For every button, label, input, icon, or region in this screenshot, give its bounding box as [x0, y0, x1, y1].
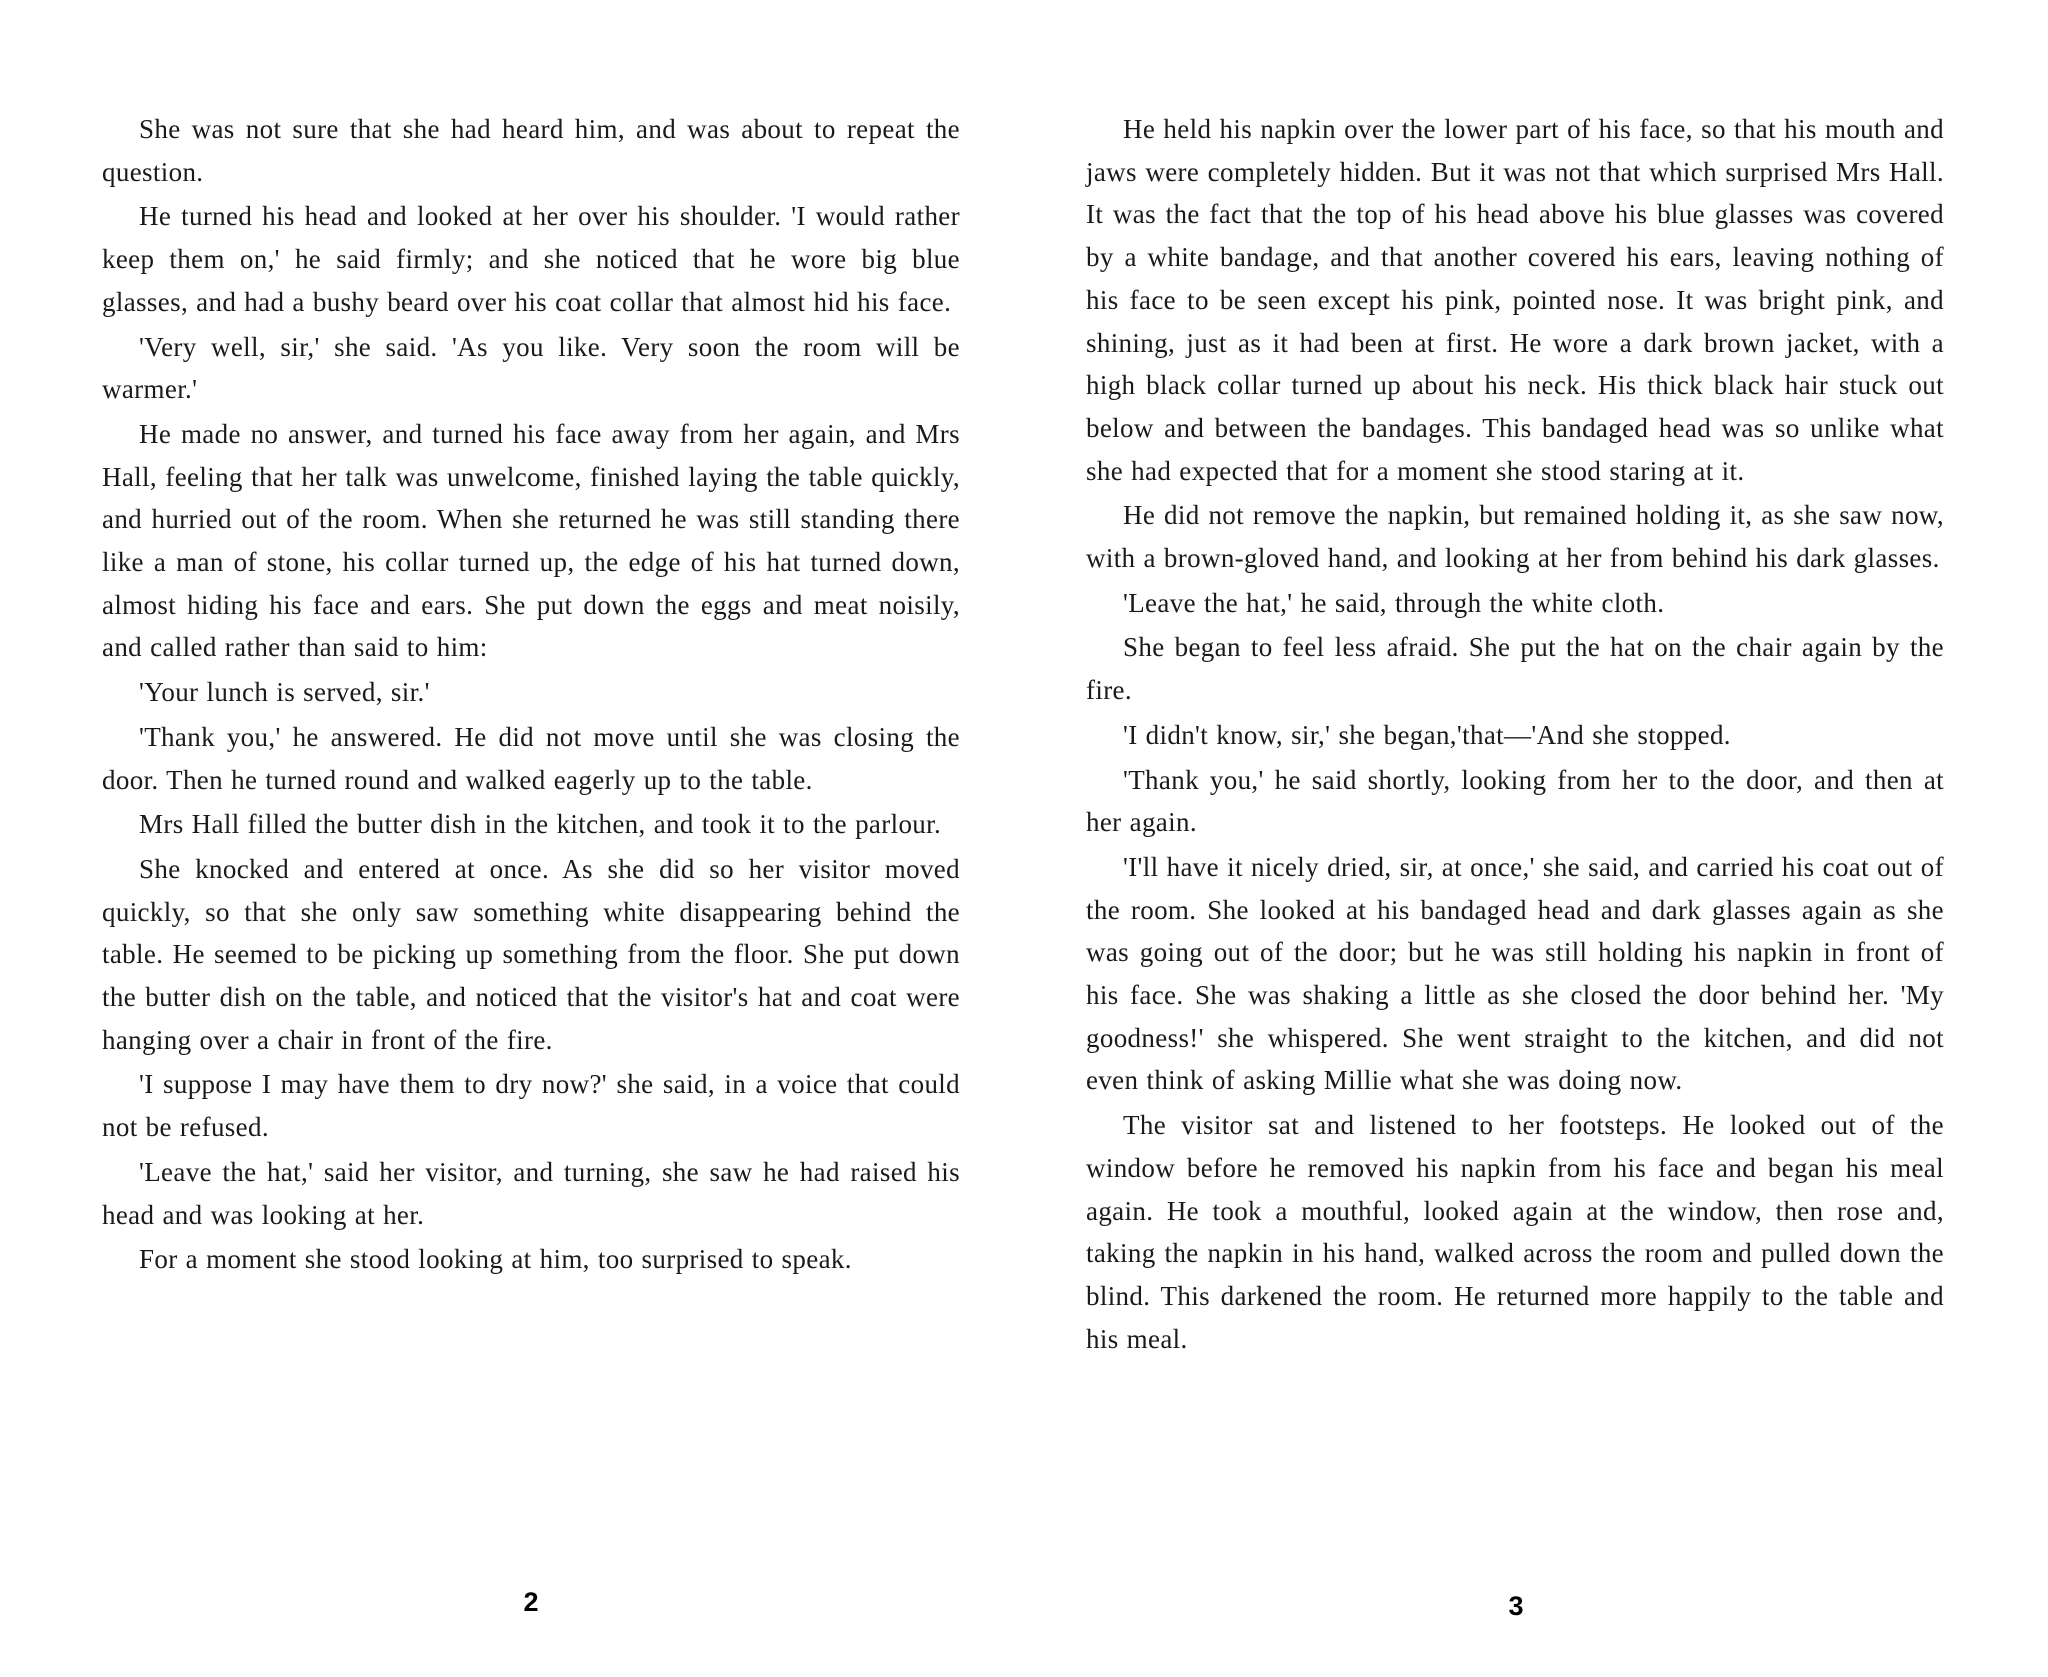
- paragraph: 'Leave the hat,' said her visitor, and turning, she saw he had raised his head and was looking at her.: [102, 1156, 960, 1230]
- paragraph: She began to feel less afraid. She put the hat on the chair again by the fire.: [1086, 632, 1944, 706]
- paragraph: He did not remove the napkin, but remained holding it, as she saw now, with a brown-gloved hand, and looking at her from behind his dark glasses.: [1086, 500, 1944, 574]
- left-page-text: [102, 108, 960, 1281]
- paragraph: She was not sure that she had heard him, and was about to repeat the question.: [102, 114, 960, 187]
- paragraph: 'I'll have it nicely dried, sir, at once,' she said, and carried his coat out of the room. She looked at his bandaged head and dark glasses again as she was going out of the door; but he was still holding his napkin in front of his face. She was shaking a little as she closed the door behind her. 'My goodness!' she whispered. She went straight to the kitchen, and did not even think of asking Millie what she was doing now.: [1086, 851, 1944, 1096]
- paragraph: He turned his head and looked at her over his shoulder. 'I would rather keep them on,' he said firmly; and she noticed that he wore big blue glasses, and had a bushy beard over his coat collar that almost hid his face.: [102, 201, 960, 317]
- paragraph: He made no answer, and turned his face away from her again, and Mrs Hall, feeling that her talk was unwelcome, finished laying the table quickly, and hurried out of the room. When she returned he was still standing there like a man of stone, his collar turned up, the edge of his hat turned down, almost hiding his face and ears. She put down the eggs and meat noisily, and called rather than said to him:: [102, 418, 960, 663]
- paragraph: 'I suppose I may have them to dry now?' she said, in a voice that could not be refused.: [102, 1069, 960, 1143]
- page-number-right: 3: [1508, 1591, 1524, 1621]
- paragraph: 'Thank you,' he said shortly, looking from her to the door, and then at her again.: [1086, 764, 1944, 838]
- paragraph: 'I didn't know, sir,' she began,'that—'And she stopped.: [1123, 719, 1731, 750]
- right-page: [1086, 108, 1944, 1558]
- paragraph: He held his napkin over the lower part of his face, so that his mouth and jaws were completely hidden. But it was not that which surprised Mrs Hall. It was the fact that the top of his head above his blue glasses was covered by a white bandage, and that another covered his ears, leaving nothing of his face to be seen except his pink, pointed nose. It was bright pink, and shining, just as it had been at first. He wore a dark brown jacket, with a high black collar turned up about his neck. His thick black hair stuck out below and between the bandages. This bandaged head was so unlike what she had expected that for a moment she stood staring at it.: [1086, 114, 1944, 486]
- left-page: [102, 108, 960, 1558]
- paragraph: 'Leave the hat,' he said, through the white cloth.: [1123, 587, 1665, 618]
- paragraph: 'Your lunch is served, sir.': [139, 677, 430, 708]
- right-page-text: [1086, 108, 1944, 1360]
- paragraph: 'Thank you,' he answered. He did not move until she was closing the door. Then he turned round and walked eagerly up to the table.: [102, 721, 960, 795]
- page-number-left: 2: [523, 1587, 539, 1617]
- paragraph: The visitor sat and listened to her footsteps. He looked out of the window before he removed his napkin from his face and began his meal again. He took a mouthful, looked again at the window, then rose and, taking the napkin in his hand, walked across the room and pulled down the blind. This darkened the room. He returned more happily to the table and his meal.: [1086, 1110, 1944, 1354]
- paragraph: For a moment she stood looking at him, too surprised to speak.: [139, 1244, 852, 1275]
- paragraph: She knocked and entered at once. As she did so her visitor moved quickly, so that she only saw something white disappearing behind the table. He seemed to be picking up something from the floor. She put down the butter dish on the table, and noticed that the visitor's hat and coat were hanging over a chair in front of the fire.: [102, 853, 960, 1055]
- paragraph: Mrs Hall filled the butter dish in the kitchen, and took it to the parlour.: [139, 809, 942, 840]
- paragraph: 'Very well, sir,' she said. 'As you like. Very soon the room will be warmer.': [102, 331, 960, 405]
